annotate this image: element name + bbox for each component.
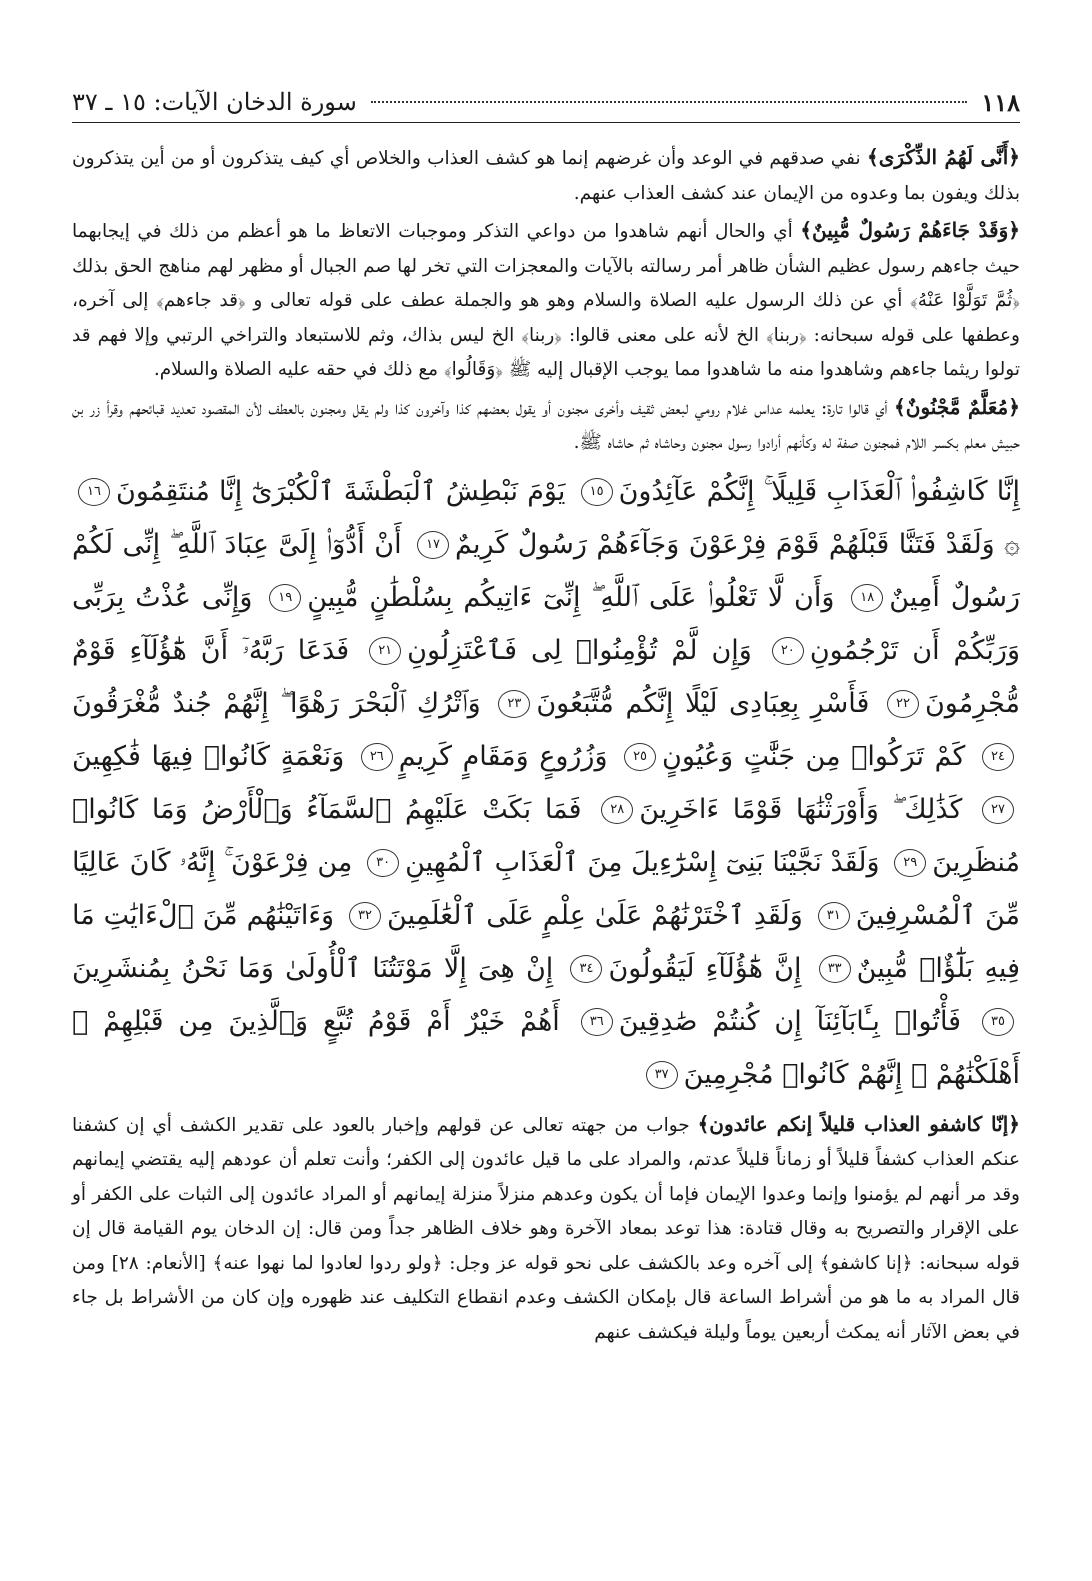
verse-text: إِنَّ هَٰٓؤُلَآءِ لَيَقُولُونَ xyxy=(608,952,802,984)
verse-number-marker: ٣١ xyxy=(818,902,850,930)
verse-text: ۞ وَلَقَدْ فَتَنَّا قَبْلَهُمْ قَوْمَ فِرْعَوْنَ وَجَآءَهُمْ رَسُولٌ كَرِيمٌ xyxy=(455,528,1020,560)
verse-number-marker: ٢٦ xyxy=(361,743,393,771)
verse-number-marker: ٢٥ xyxy=(624,743,656,771)
commentary-paragraph xyxy=(72,140,1020,211)
verse-number-marker: ١٥ xyxy=(581,478,613,506)
quoted-phrase: ﴿وَقَدْ جَاءَهُمْ رَسُولٌ مُّبِينٌ﴾ xyxy=(800,218,1020,242)
verse-text: فَمَا بَكَتْ عَلَيْهِمُ ٱلسَّمَآءُ وَٱلْأَرْضُ وَمَا كَانُوا۟ مُنظَرِينَ xyxy=(72,793,1020,878)
verse-text: وَإِنِّى عُذْتُ بِرَبِّى وَرَبِّكُمْ أَن تَرْجُمُونِ xyxy=(72,581,1020,666)
verse-text: وَزُرُوعٍ وَمَقَامٍ كَرِيمٍ xyxy=(398,740,608,772)
quoted-phrase: ﴿إنّا كاشفو العذاب قليلاً إنكم عائدون﴾ xyxy=(697,1111,1020,1136)
verse-number-marker: ٢٠ xyxy=(772,637,804,665)
verse-text: يَوْمَ نَبْطِشُ ٱلْبَطْشَةَ ٱلْكُبْرَىٰٓ إِنَّا مُنتَقِمُونَ xyxy=(116,475,566,507)
verse-text: فَأْتُوا۟ بِـَٔابَآئِنَآ إِن كُنتُمْ صَٰدِقِينَ xyxy=(618,1005,962,1037)
verse-text: إِنْ هِىَ إِلَّا مَوْتَتُنَا ٱلْأُولَىٰ وَمَا نَحْنُ بِمُنشَرِينَ xyxy=(72,952,554,984)
verse-number-marker: ٣٠ xyxy=(367,849,399,877)
verse-number-marker: ١٧ xyxy=(417,531,449,559)
verse-text: أَهُمْ خَيْرٌ أَمْ قَوْمُ تُبَّعٍ وَٱلَّذِينَ مِن قَبْلِهِمْ ۚ أَهْلَكْنَٰهُمْ ۖ إِنَّهُمْ كَانُوا۟ مُجْرِمِينَ xyxy=(72,1005,1020,1090)
commentary-text: جواب من جهته تعالى عن قولهم وإخبار بالعود على تقدير الكشف أي إن كشفنا عنكم العذاب كشفاً قليلاً أو زماناً قليلاً عدتم، والمراد على ما قيل عائدون إلى الكفر؛ وأنت تعلم أن عودهم إليه يقتضي إيمانهم وقد مر أنهم لم يؤمنوا وإنما وعدوا الإيمان فإما أن يكون وعدهم منزلاً منزلة إيمانهم أو المراد عائدون إلى الثبات على الكفر أو على الإقرار والتصريح به وقال قتادة: هذا توعد بمعاد الآخرة وهو خلاف الظاهر جداً ومن قال: إن الدخان يوم القيامة قال إن قوله سبحانه: ﴿إنا كاشفو﴾ إلى آخره وعد بالكشف على نحو قوله عز وجل: ﴿ولو ردوا لعادوا لما نهوا عنه﴾ [الأنعام: ٢٨] ومن قال المراد به ما هو من أشراط الساعة قال بإمكان الكشف وعدم انقطاع التكليف عند ظهوره وإن كان من الأشراط بل جاء في بعض الآثار أنه يمكث أربعين يوماً وليلة فيكشف عنهم xyxy=(72,1114,1020,1343)
running-header xyxy=(72,82,1020,123)
verse-number-marker: ٣٧ xyxy=(646,1061,678,1089)
commentary-paragraph xyxy=(72,390,1020,461)
verse-text: كَذَٰلِكَ ۖ وَأَوْرَثْنَٰهَا قَوْمًا ءَاخَرِينَ xyxy=(639,793,963,825)
verse-number-marker: ٢٣ xyxy=(498,690,530,718)
verse-text: وَنَعْمَةٍ كَانُوا۟ فِيهَا فَٰكِهِينَ xyxy=(72,740,345,772)
verse-number-marker: ٣٥ xyxy=(982,1008,1014,1036)
verse-number-marker: ٣٦ xyxy=(581,1008,613,1036)
surah-title: سورة الدخان الآيات: ١٥ ـ ٣٧ xyxy=(72,88,357,116)
verse-number-marker: ٢١ xyxy=(369,637,401,665)
verse-text: إِنَّا كَاشِفُوا۟ ٱلْعَذَابِ قَلِيلًا ۚ إِنَّكُمْ عَآئِدُونَ xyxy=(618,475,1020,507)
verse-number-marker: ٣٤ xyxy=(570,955,602,983)
commentary-text: أي قالوا تارة: يعلمه عداس غلام رومي لبعض ثقيف وأخرى مجنون أو يقول بعضهم كذا وآخرون كذا ولم يقل ومجنون بالعطف لأن المقصود تعديد قبائحهم وقرأ زر بن حبيش معلم بكسر اللام فمجنون صفة له وكأنهم أرادوا رسول مجنون وحاشاه ثم حاشاه ﷺ. xyxy=(72,397,1020,453)
commentary-text: نفي صدقهم في الوعد وأن غرضهم إنما هو كشف العذاب والخلاص أي كيف يتذكرون أو من أين يتذكرون بذلك ويفون بما وعدوه من الإيمان عند كشف العذاب عنهم. xyxy=(72,148,1020,204)
quoted-phrase: ﴿أَنَّى لَهُمُ الذِّكْرَى﴾ xyxy=(867,145,1020,169)
verse-text: وَأَن لَّا تَعْلُوا۟ عَلَى ٱللَّهِ ۖ إِنِّىٓ ءَاتِيكُم بِسُلْطَٰنٍ مُّبِينٍ xyxy=(307,581,835,613)
verse-number-marker: ٢٤ xyxy=(982,743,1014,771)
verse-number-marker: ٢٢ xyxy=(887,690,919,718)
quoted-phrase: ﴿مُعَلَّمٌ مَّجْنُونٌ﴾ xyxy=(894,394,1020,419)
commentary-paragraph xyxy=(72,1107,1020,1351)
verse-text: وَلَقَدِ ٱخْتَرْنَٰهُمْ عَلَىٰ عِلْمٍ عَلَى ٱلْعَٰلَمِينَ xyxy=(387,899,803,931)
header-dotted-leader xyxy=(371,101,968,103)
verse-number-marker: ٣٢ xyxy=(349,902,381,930)
commentary-text: أي والحال أنهم شاهدوا من دواعي التذكر وموجبات الاتعاظ ما هو أعظم من ذلك في إيجابهما حيث جاءهم رسول عظيم الشأن ظاهر أمر رسالته بالآيات والمعجزات التي تخر لها صم الجبال أو مظهر لهم مناهج الحق بذلك ﴿ثُمَّ تَوَلَّوْا عَنْهُ﴾ أي عن ذلك الرسول عليه الصلاة والسلام وهو هو والجملة عطف على قوله تعالى و ﴿قد جاءهم﴾ إلى آخره، وعطفها على قوله سبحانه: ﴿ربنا﴾ الخ لأنه على معنى قالوا: ﴿ربنا﴾ الخ ليس بذاك، وثم للاستبعاد والتراخي الرتبي وإلا فهم قد تولوا ريثما جاءهم وشاهدوا منه ما شاهدوا مما يوجب الإقبال إليه ﷺ ﴿وَقَالُوا﴾ مع ذلك في حقه عليه الصلاة والسلام. xyxy=(72,221,1020,380)
quran-verses-block xyxy=(72,465,1020,1101)
verse-text: كَمْ تَرَكُوا۟ مِن جَنَّٰتٍ وَعُيُونٍ xyxy=(662,740,966,772)
verse-text: مِن فِرْعَوْنَ ۚ إِنَّهُۥ كَانَ عَالِيًا مِّنَ ٱلْمُسْرِفِينَ xyxy=(72,846,1020,931)
verse-text: أَنْ أَدُّوٓا۟ إِلَىَّ عِبَادَ ٱللَّهِ ۖ إِنِّى لَكُمْ رَسُولٌ أَمِينٌ xyxy=(72,528,1020,613)
verse-number-marker: ٢٨ xyxy=(601,796,633,824)
verse-number-marker: ٢٩ xyxy=(894,849,926,877)
commentary-paragraph xyxy=(72,213,1020,388)
verse-number-marker: ٢٧ xyxy=(982,796,1014,824)
page-number: ١١٨ xyxy=(981,87,1020,117)
verse-text: فَأَسْرِ بِعِبَادِى لَيْلًا إِنَّكُم مُّتَّبَعُونَ xyxy=(536,687,870,719)
verse-text: وَإِن لَّمْ تُؤْمِنُوا۟ لِى فَٱعْتَزِلُونِ xyxy=(407,634,752,666)
verse-number-marker: ١٩ xyxy=(269,584,301,612)
verse-text: وَءَاتَيْنَٰهُم مِّنَ ٱلْءَايَٰتِ مَا فِيهِ بَلَٰٓؤٌا۟ مُّبِينٌ xyxy=(72,899,1020,984)
verse-text: وَٱتْرُكِ ٱلْبَحْرَ رَهْوًا ۖ إِنَّهُمْ جُندٌ مُّغْرَقُونَ xyxy=(72,687,481,719)
page-content xyxy=(72,140,1020,1541)
verse-text: وَلَقَدْ نَجَّيْنَا بَنِىٓ إِسْرَٰٓءِيلَ مِنَ ٱلْعَذَابِ ٱلْمُهِينِ xyxy=(405,846,880,878)
verse-number-marker: ١٦ xyxy=(78,478,110,506)
verse-number-marker: ١٨ xyxy=(851,584,883,612)
verse-number-marker: ٣٣ xyxy=(819,955,851,983)
verse-text: فَدَعَا رَبَّهُۥٓ أَنَّ هَٰٓؤُلَآءِ قَوْمٌ مُّجْرِمُونَ xyxy=(72,634,1020,719)
